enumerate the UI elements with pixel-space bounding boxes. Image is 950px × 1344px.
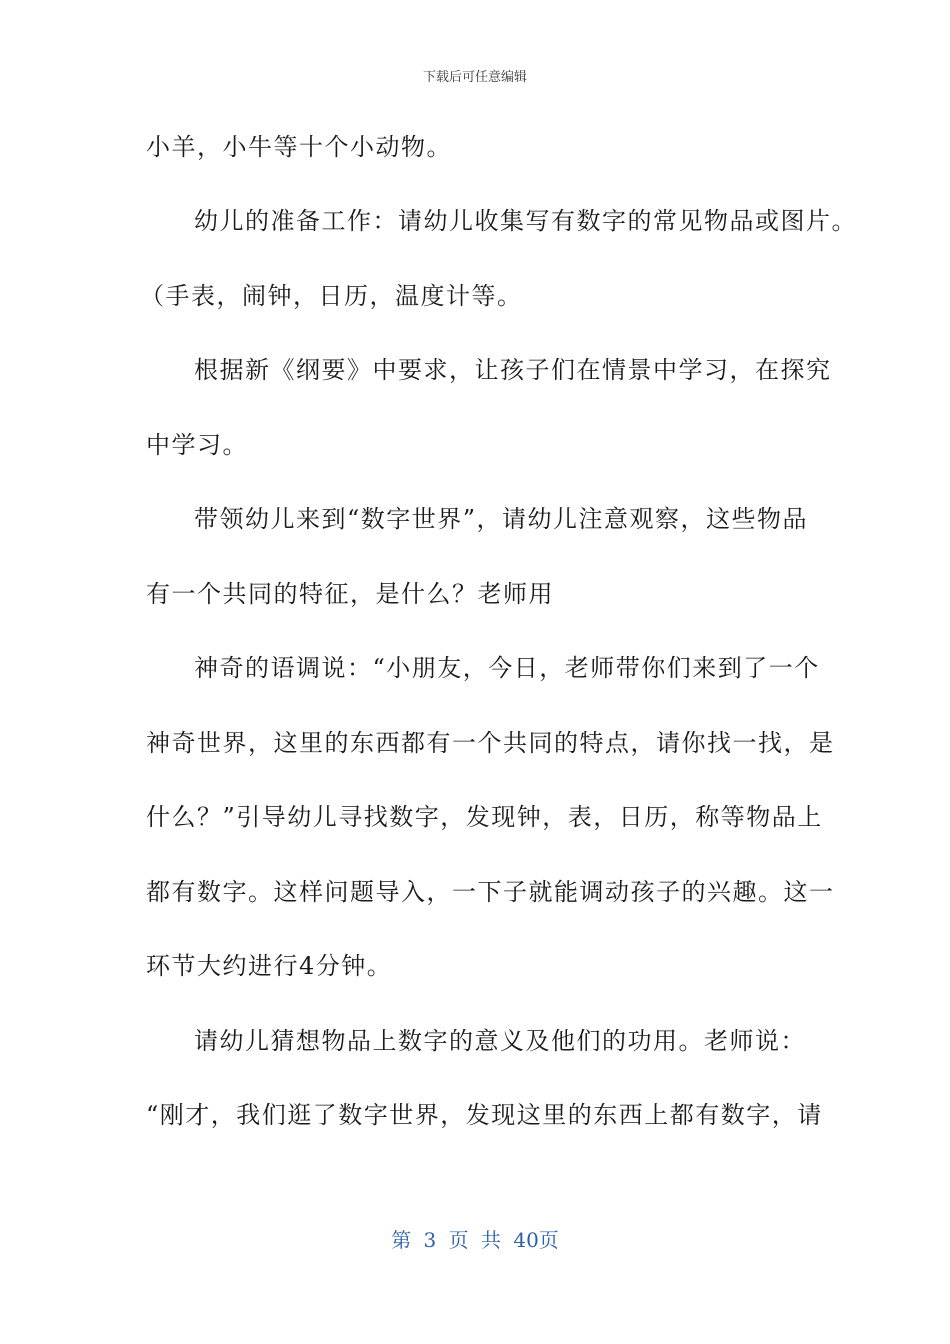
text-line-12: 环节大约进行4分钟。 <box>146 952 393 980</box>
text-line-3: （手表，闹钟，日历，温度计等。 <box>140 282 523 310</box>
text-line-13: 请幼儿猜想物品上数字的意义及他们的功用。老师说： <box>194 1027 806 1055</box>
text-line-2: 幼儿的准备工作：请幼儿收集写有数字的常见物品或图片。 <box>194 207 857 235</box>
text-line-11: 都有数字。这样问题导入，一下子就能调动孩子的兴趣。这一 <box>146 878 835 906</box>
text-line-10: 什么？”引导幼儿寻找数字，发现钟，表，日历，称等物品上 <box>146 803 823 831</box>
text-line-8: 神奇的语调说：“小朋友，今日，老师带你们来到了一个 <box>194 654 820 682</box>
text-line-14: “刚才，我们逛了数字世界，发现这里的东西上都有数字，请 <box>146 1101 823 1129</box>
text-line-1: 小羊，小牛等十个小动物。 <box>146 133 452 161</box>
text-line-6: 带领幼儿来到“数字世界”，请幼儿注意观察，这些物品 <box>194 505 809 533</box>
page-number-footer: 第 3 页 共 40页 <box>391 1228 559 1252</box>
text-line-5: 中学习。 <box>146 431 248 459</box>
text-line-9: 神奇世界，这里的东西都有一个共同的特点，请你找一找，是 <box>146 729 835 757</box>
text-line-4: 根据新《纲要》中要求，让孩子们在情景中学习，在探究 <box>194 356 832 384</box>
header-note: 下载后可任意编辑 <box>422 70 527 85</box>
text-line-7: 有一个共同的特征，是什么？老师用 <box>146 580 554 608</box>
